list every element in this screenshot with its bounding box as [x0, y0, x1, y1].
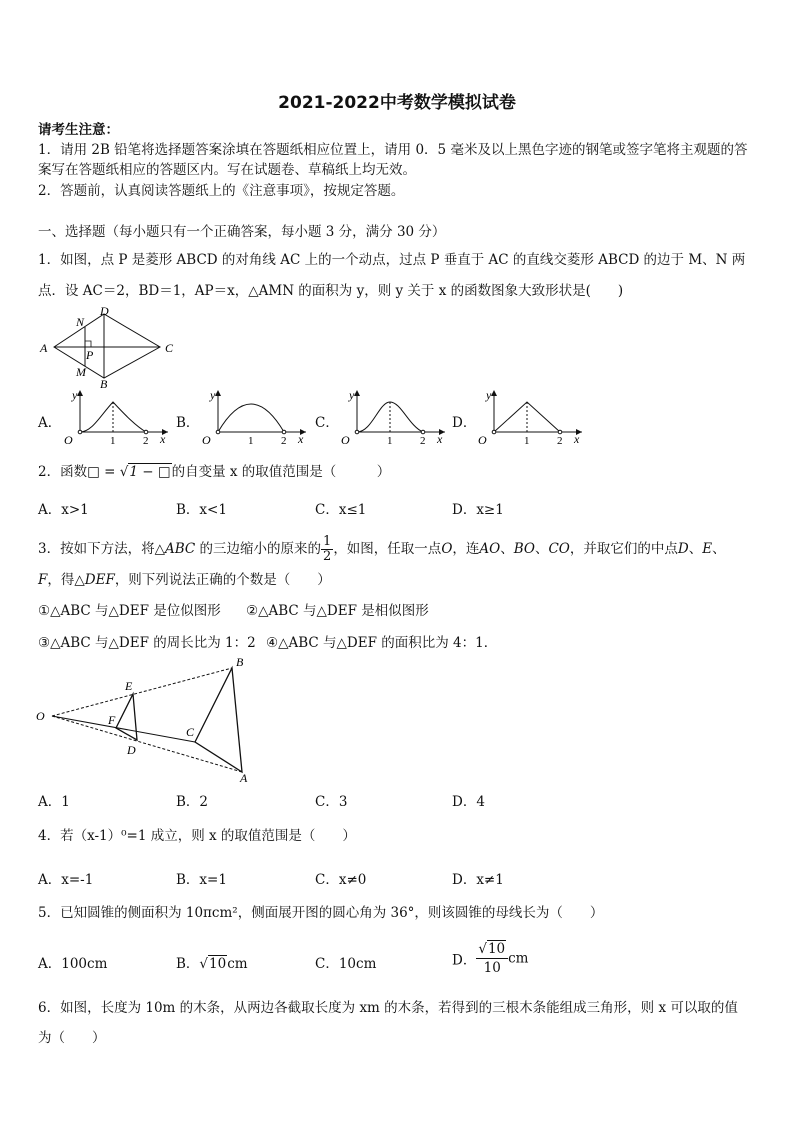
- svg-text:1: 1: [110, 435, 116, 446]
- svg-text:x: x: [574, 432, 580, 446]
- notice-line-3: 2．答题前，认真阅读答题纸上的《注意事项》，按规定答题。: [38, 183, 405, 199]
- label-d: D: [100, 304, 109, 318]
- svg-text:A: A: [240, 771, 248, 782]
- q1-line-2: 点．设 AC＝2，BD＝1，AP＝x，△AMN 的面积为 y，则 y 关于 x 的函数图象大致形状是( ): [38, 283, 624, 299]
- q4-option-a[interactable]: A．x=-1: [38, 872, 94, 888]
- svg-text:2: 2: [420, 435, 426, 446]
- q5-stem: 5．已知圆锥的侧面积为 10πcm²，侧面展开图的圆心角为 36°，则该圆锥的母线长为（ ）: [38, 905, 604, 921]
- q2-option-a[interactable]: A．x>1: [38, 502, 89, 518]
- q2-option-c[interactable]: C．x≤1: [315, 502, 367, 518]
- graph-c: [337, 386, 447, 446]
- graph-a: [60, 386, 170, 446]
- q6-line-1: 6．如图，长度为 10m 的木条，从两边各截取长度为 xm 的木条，若得到的三根木条能组成三角形，则 x 可以取的值: [38, 1000, 738, 1016]
- q4-stem: 4．若（x-1）⁰=1 成立，则 x 的取值范围是（ ）: [38, 828, 356, 844]
- svg-text:y: y: [72, 388, 78, 402]
- svg-text:O: O: [202, 433, 211, 446]
- q5-option-d[interactable]: D． $\frac{√10}{10}$ cm: [452, 941, 529, 976]
- line-oa: [52, 716, 242, 772]
- svg-text:B: B: [236, 655, 244, 669]
- q2-pre: 2．函数: [38, 464, 88, 480]
- fraction-one-half: $\frac{1}{2}$: [323, 534, 332, 564]
- svg-text:O: O: [341, 433, 350, 446]
- q3-statement-1: ①△ABC 与△DEF 是位似图形: [38, 603, 221, 619]
- q3-statement-4: ④△ABC 与△DEF 的面积比为 4：1．: [266, 635, 498, 651]
- notice-heading: 请考生注意：: [38, 122, 119, 138]
- rhombus-figure: [34, 304, 184, 390]
- similar-triangles-figure: [30, 652, 260, 782]
- q5-option-b[interactable]: B．√10cm: [176, 956, 248, 972]
- q2-radicand: 1 − □: [129, 464, 171, 480]
- svg-text:2: 2: [557, 435, 563, 446]
- svg-text:F: F: [108, 713, 116, 727]
- page-title: 2021-2022中考数学模拟试卷: [278, 93, 516, 113]
- label-c: C: [165, 341, 174, 355]
- svg-text:x: x: [160, 432, 166, 446]
- label-a: A: [40, 341, 48, 355]
- q1-line-1: 1．如图，点 P 是菱形 ABCD 的对角线 AC 上的一个动点，过点 P 垂直于 AC 的直线交菱形 ABCD 的边于 M、N 两: [38, 252, 746, 268]
- svg-text:y: y: [210, 388, 216, 402]
- svg-text:y: y: [349, 388, 355, 402]
- svg-text:2: 2: [143, 435, 149, 446]
- right-angle-mark: [85, 341, 91, 347]
- q3-line-1: 3．按如下方法，将△ABC 的三边缩小的原来的 $\frac{1}{2}$ ，如图，任取一点O，连AO、BO、CO，并取它们的中点D、E、: [38, 534, 726, 564]
- q3-line-2: F，得△DEF，则下列说法正确的个数是（ ）: [38, 572, 331, 588]
- svg-text:1: 1: [248, 435, 254, 446]
- q1-option-c[interactable]: C．: [315, 415, 339, 431]
- q3-statement-3: ③△ABC 与△DEF 的周长比为 1：2: [38, 635, 256, 651]
- rhombus-abcd: [54, 314, 160, 378]
- graph-d: [474, 386, 584, 446]
- svg-text:C: C: [186, 725, 195, 739]
- q2-post: 的自变量 x 的取值范围是（ ）: [171, 464, 391, 480]
- q6-line-2: 为（ ）: [38, 1030, 106, 1046]
- q2-option-d[interactable]: D．x≥1: [452, 502, 504, 518]
- q3-option-c[interactable]: C．3: [315, 794, 348, 810]
- q4-option-d[interactable]: D．x≠1: [452, 872, 504, 888]
- svg-text:x: x: [298, 432, 304, 446]
- svg-text:O: O: [478, 433, 487, 446]
- label-n: N: [76, 315, 85, 329]
- svg-text:E: E: [125, 679, 133, 693]
- svg-text:2: 2: [281, 435, 287, 446]
- graph-b: [198, 386, 308, 446]
- label-b: B: [100, 377, 108, 390]
- q1-option-d[interactable]: D．: [452, 415, 477, 431]
- q3-statement-2: ②△ABC 与△DEF 是相似图形: [246, 603, 429, 619]
- svg-text:1: 1: [387, 435, 393, 446]
- q3-option-b[interactable]: B．2: [176, 794, 209, 810]
- label-m: M: [76, 365, 86, 379]
- svg-text:D: D: [127, 743, 136, 757]
- q5-option-c[interactable]: C．10cm: [315, 956, 377, 972]
- q2-stem: 2．函数□ = √1 − □的自变量 x 的取值范围是（ ）: [38, 464, 391, 480]
- q3-option-d[interactable]: D．4: [452, 794, 485, 810]
- svg-text:O: O: [36, 709, 45, 723]
- label-p: P: [86, 348, 94, 362]
- svg-text:1: 1: [524, 435, 530, 446]
- triangle-abc: [195, 668, 242, 772]
- q5-option-a[interactable]: A．100cm: [38, 956, 108, 972]
- q1-option-b[interactable]: B．: [176, 415, 200, 431]
- q1-option-a[interactable]: A．: [38, 415, 62, 431]
- q3-option-a[interactable]: A．1: [38, 794, 70, 810]
- section-heading: 一、选择题（每小题只有一个正确答案，每小题 3 分，满分 30 分）: [38, 224, 446, 240]
- q4-option-c[interactable]: C．x≠0: [315, 872, 367, 888]
- triangle-def: [116, 694, 137, 740]
- line-ob: [52, 668, 232, 716]
- svg-text:y: y: [486, 388, 492, 402]
- q2-option-b[interactable]: B．x<1: [176, 502, 227, 518]
- q4-option-b[interactable]: B．x=1: [176, 872, 227, 888]
- svg-text:x: x: [437, 432, 443, 446]
- line-oc: [52, 716, 195, 742]
- svg-text:O: O: [64, 433, 73, 446]
- q2-formula-head: □ =: [87, 464, 116, 480]
- notice-line-2: 案写在答题纸相应的答题区内。写在试题卷、草稿纸上均无效。: [38, 162, 416, 178]
- notice-line-1: 1．请用 2B 铅笔将选择题答案涂填在答题纸相应位置上，请用 0．5 毫米及以上黑色字迹的钢笔或签字笔将主观题的答: [38, 142, 748, 158]
